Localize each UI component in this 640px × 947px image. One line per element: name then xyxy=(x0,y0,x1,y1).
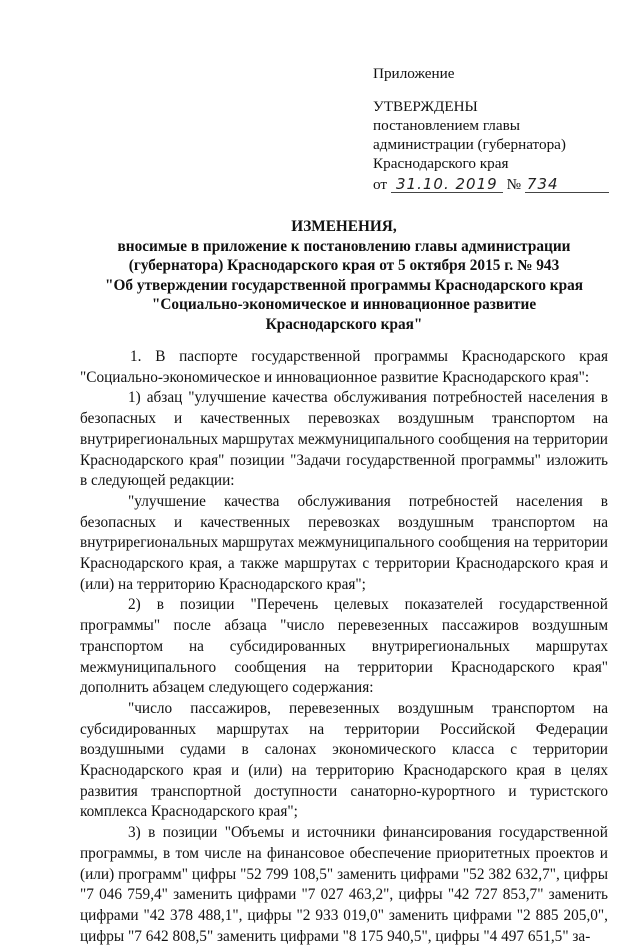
paragraph-6: 3) в позиции "Объемы и источники финансирования государственной программы, в том числе на финансовое обеспечение приоритетных проектов и (или) программ" цифры "52 799 108,5" заменить цифрами "52 382 632,7", цифры "7 046 759,4" заменить цифрами "7 027 463,2", цифры "42 727 853,7" заменить цифрами "42 378 488,1", цифры "2 933 019,0" заменить цифрами "2 885 205,0", цифры "7 642 808,5" заменить цифрами "8 175 940,5", цифры "4 497 651,5" за- xyxy=(80,824,608,945)
handwritten-date: 31.10. 2019 xyxy=(391,176,503,193)
appendix-label: Приложение xyxy=(373,65,455,82)
document-title xyxy=(80,217,608,335)
title-line-5: Краснодарского края" xyxy=(265,315,423,333)
title-line-3: "Об утверждении государственной программы Краснодарского края xyxy=(104,276,584,294)
paragraph-1: 1. В паспорте государственной программы Краснодарского края "Социально-экономическое и инновационное развитие Краснодарского края": xyxy=(80,348,608,386)
title-line-2: (губернатора) Краснодарского края от 5 октября 2015 г. № 943 xyxy=(128,257,560,275)
date-number-row xyxy=(373,175,609,194)
approval-line-1: постановлением главы xyxy=(373,117,520,134)
title-line-1: вносимые в приложение к постановлению главы администрации xyxy=(117,237,571,255)
approval-line-2: администрации (губернатора) xyxy=(373,136,566,153)
paragraph-2: 1) абзац "улучшение качества обслуживания потребностей населения в безопасных и качественных перевозках воздушным транспортом на внутрирегиональных маршрутах межмуниципального сообщения на территории Краснодарского края" позиции "Задачи государственной программы" изложить в следующей редакции: xyxy=(80,389,608,490)
handwritten-number: 734 xyxy=(525,176,609,193)
title-heading: ИЗМЕНЕНИЯ, xyxy=(291,218,397,235)
paragraph-5: "число пассажиров, перевезенных воздушным транспортом на субсидированных маршрутах на территории Российской Федерации воздушными судами в салонах экономического класса с территории Краснодарского края и (или) на территорию Краснодарского края в целях развития транспортной доступности санаторно-курортного и туристского комплекса Краснодарского края"; xyxy=(80,699,608,821)
paragraph-3: "улучшение качества обслуживания потребностей населения в безопасных и качественных перевозках воздушным транспортом на внутрирегиональных маршрутах межмуниципального сообщения на территории Краснодарского края, а также маршрутах с территории Краснодарского края и (или) на территорию Краснодарского края"; xyxy=(80,492,608,593)
number-prefix: № xyxy=(506,176,522,193)
title-line-4: "Социально-экономическое и инновационное развитие xyxy=(151,296,537,314)
approved-heading: УТВЕРЖДЕНЫ xyxy=(373,98,478,115)
document-body xyxy=(80,347,608,947)
approval-block xyxy=(373,64,609,194)
date-prefix: от xyxy=(373,176,388,193)
approval-line-3: Краснодарского края xyxy=(373,155,509,172)
paragraph-4: 2) в позиции "Перечень целевых показателей государственной программы" после абзаца "число перевезенных пассажиров воздушным транспортом на субсидированных внутрирегиональных маршрутах межмуниципального сообщения на территории Краснодарского края" дополнить абзацем следующего содержания: xyxy=(80,596,608,697)
